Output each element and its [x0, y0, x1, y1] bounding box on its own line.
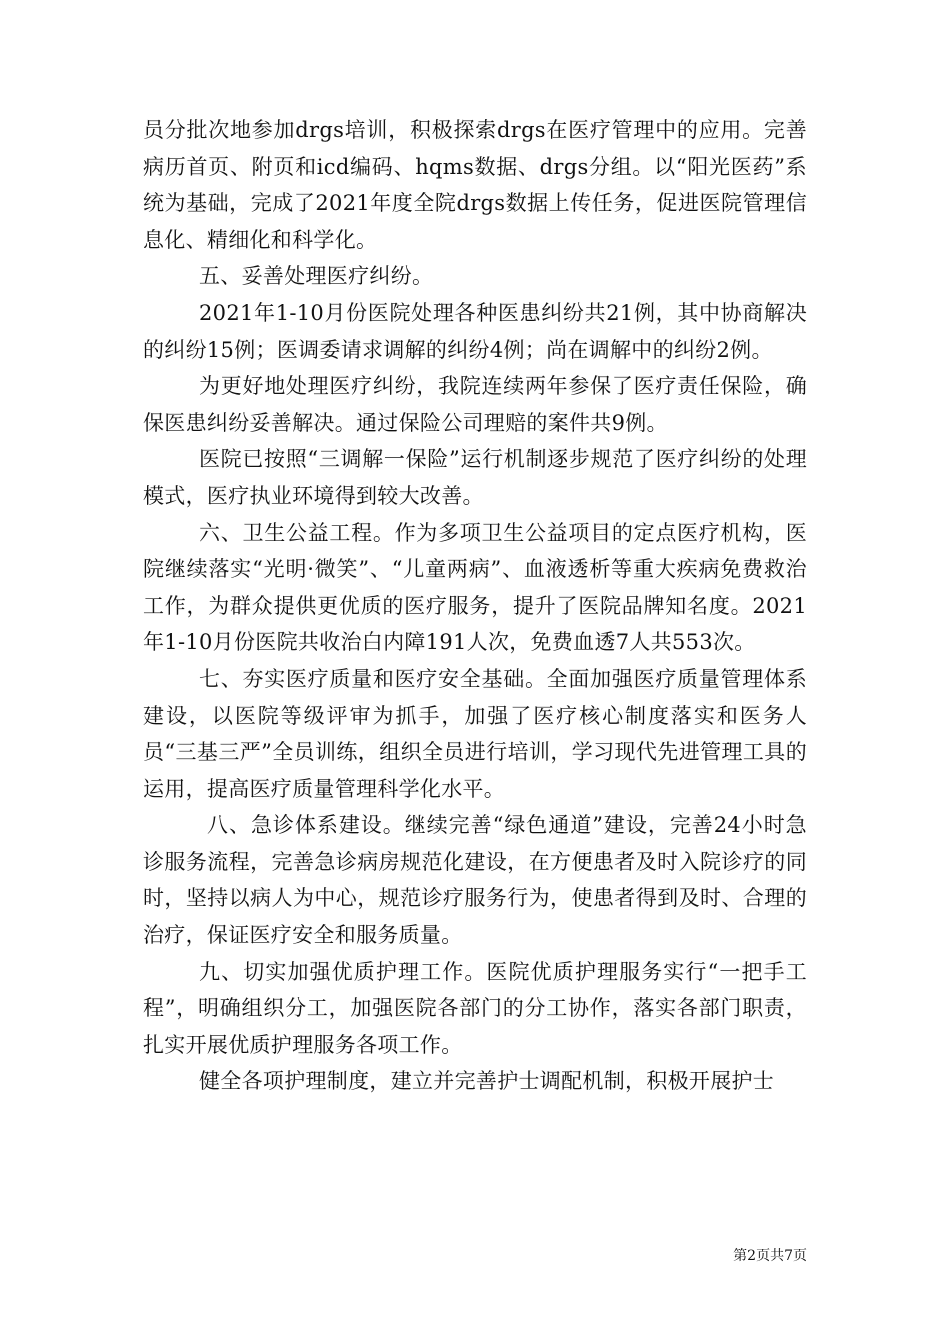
paragraph-insurance: 为更好地处理医疗纠纷，我院连续两年参保了医疗责任保险，确保医患纠纷妥善解决。通过保险公司理赔的案件共9例。 — [143, 374, 807, 435]
paragraph-quality-safety: 七、夯实医疗质量和医疗安全基础。全面加强医疗质量管理体系建设，以医院等级评审为抓手，加强了医疗核心制度落实和医务人员“三基三严”全员训练，组织全员进行培训，学习现代先进管理工具的运用，提高医疗质量管理科学化水平。 — [143, 666, 807, 801]
paragraph-dispute-stats: 2021年1-10月份医院处理各种医患纠纷共21例，其中协商解决的纠纷15例；医调委请求调解的纠纷4例；尚在调解中的纠纷2例。 — [143, 300, 807, 362]
paragraph-nursing: 九、切实加强优质护理工作。医院优质护理服务实行“一把手工程”，明确组织分工，加强医院各部门的分工协作，落实各部门职责，扎实开展优质护理服务各项工作。 — [143, 959, 807, 1057]
paragraph-drgs: 员分批次地参加drgs培训，积极探索drgs在医疗管理中的应用。完善病历首页、附页和icd编码、hqms数据、drgs分组。以“阳光医药”系统为基础，完成了2021年度全院drgs数据上传任务，促进医院管理信息化、精细化和科学化。 — [143, 118, 807, 252]
paragraph-nursing-system: 健全各项护理制度，建立并完善护士调配机制，积极开展护士 — [199, 1069, 775, 1094]
paragraph-mechanism: 医院已按照“三调解一保险”运行机制逐步规范了医疗纠纷的处理模式，医疗执业环境得到较大改善。 — [143, 447, 807, 508]
document-body — [143, 112, 807, 1100]
heading-medical-disputes: 五、妥善处理医疗纠纷。 — [199, 264, 434, 289]
page-number: 第2页共7页 — [733, 1248, 807, 1264]
paragraph-emergency: 八、急诊体系建设。继续完善“绿色通道”建设，完善24小时急诊服务流程，完善急诊病房规范化建设，在方便患者及时入院诊疗的同时，坚持以病人为中心，规范诊疗服务行为，使患者得到及时、合理的治疗，保证医疗安全和服务质量。 — [143, 813, 807, 948]
paragraph-public-welfare: 六、卫生公益工程。作为多项卫生公益项目的定点医疗机构，医院继续落实“光明·微笑”、“儿童两病”、血液透析等重大疾病免费救治工作，为群众提供更优质的医疗服务，提升了医院品牌知名度。2021年1-10月份医院共收治白内障191人次，免费血透7人共553次。 — [143, 520, 807, 655]
